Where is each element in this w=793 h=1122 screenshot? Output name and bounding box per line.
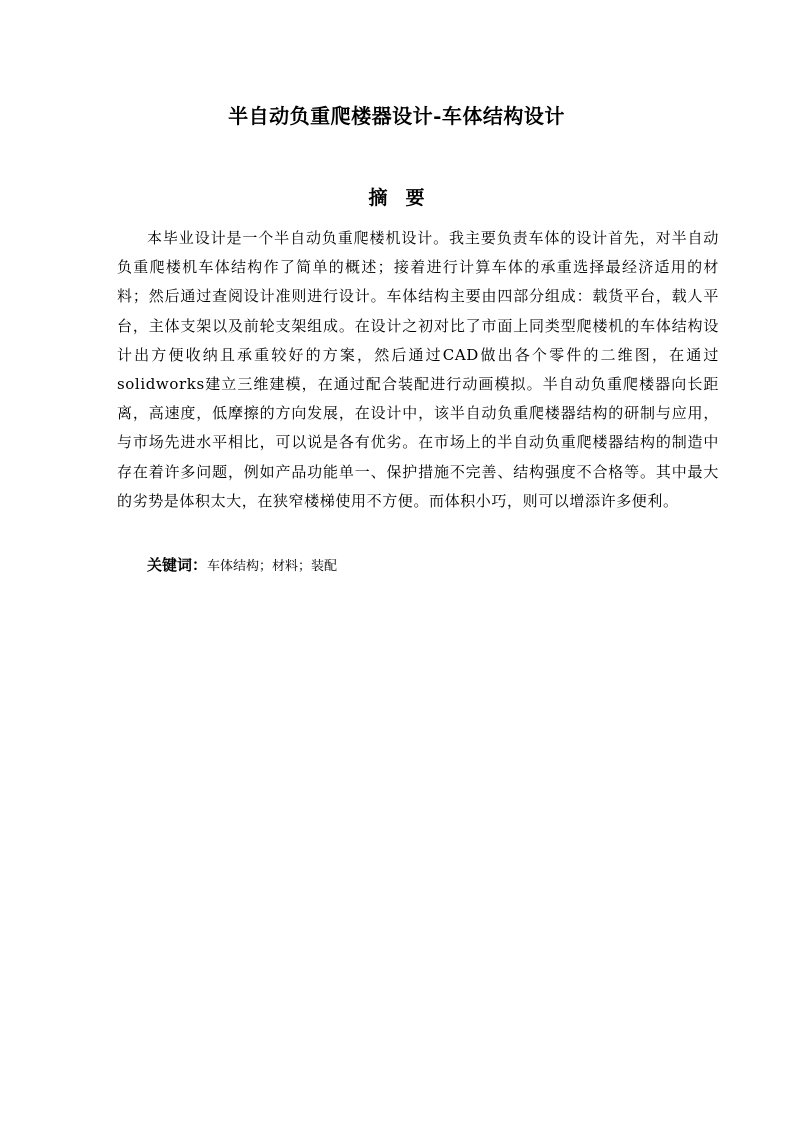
document-title: 半自动负重爬楼器设计-车体结构设计 [228,104,565,128]
keywords-line [147,554,337,578]
abstract-body: 本毕业设计是一个半自动负重爬楼机设计。我主要负责车体的设计首先，对半自动负重爬楼机车体结构作了简单的概述；接着进行计算车体的承重选择最经济适用的材料；然后通过查阅设计准则进行设计。车体结构主要由四部分组成：载货平台，载人平台，主体支架以及前轮支架组成。在设计之初对比了市面上同类型爬楼机的车体结构设计出方便收纳且承重较好的方案，然后通过CAD做出各个零件的二维图，在通过solidworks建立三维建模，在通过配合装配进行动画模拟。半自动负重爬楼器向长距离，高速度，低摩擦的方向发展，在设计中，该半自动负重爬楼器结构的研制与应用，与市场先进水平相比，可以说是各有优劣。在市场上的半自动负重爬楼器结构的制造中存在着许多问题，例如产品功能单一、保护措施不完善、结构强度不合格等。其中最大的劣势是体积太大，在狭窄楼梯使用不方便。而体积小巧，则可以增添许多便利。 [117,229,719,510]
keywords-label: 关键词： [147,556,208,574]
keywords-value: 车体结构；材料；装配 [207,559,338,574]
abstract-heading: 摘要 [368,187,443,209]
